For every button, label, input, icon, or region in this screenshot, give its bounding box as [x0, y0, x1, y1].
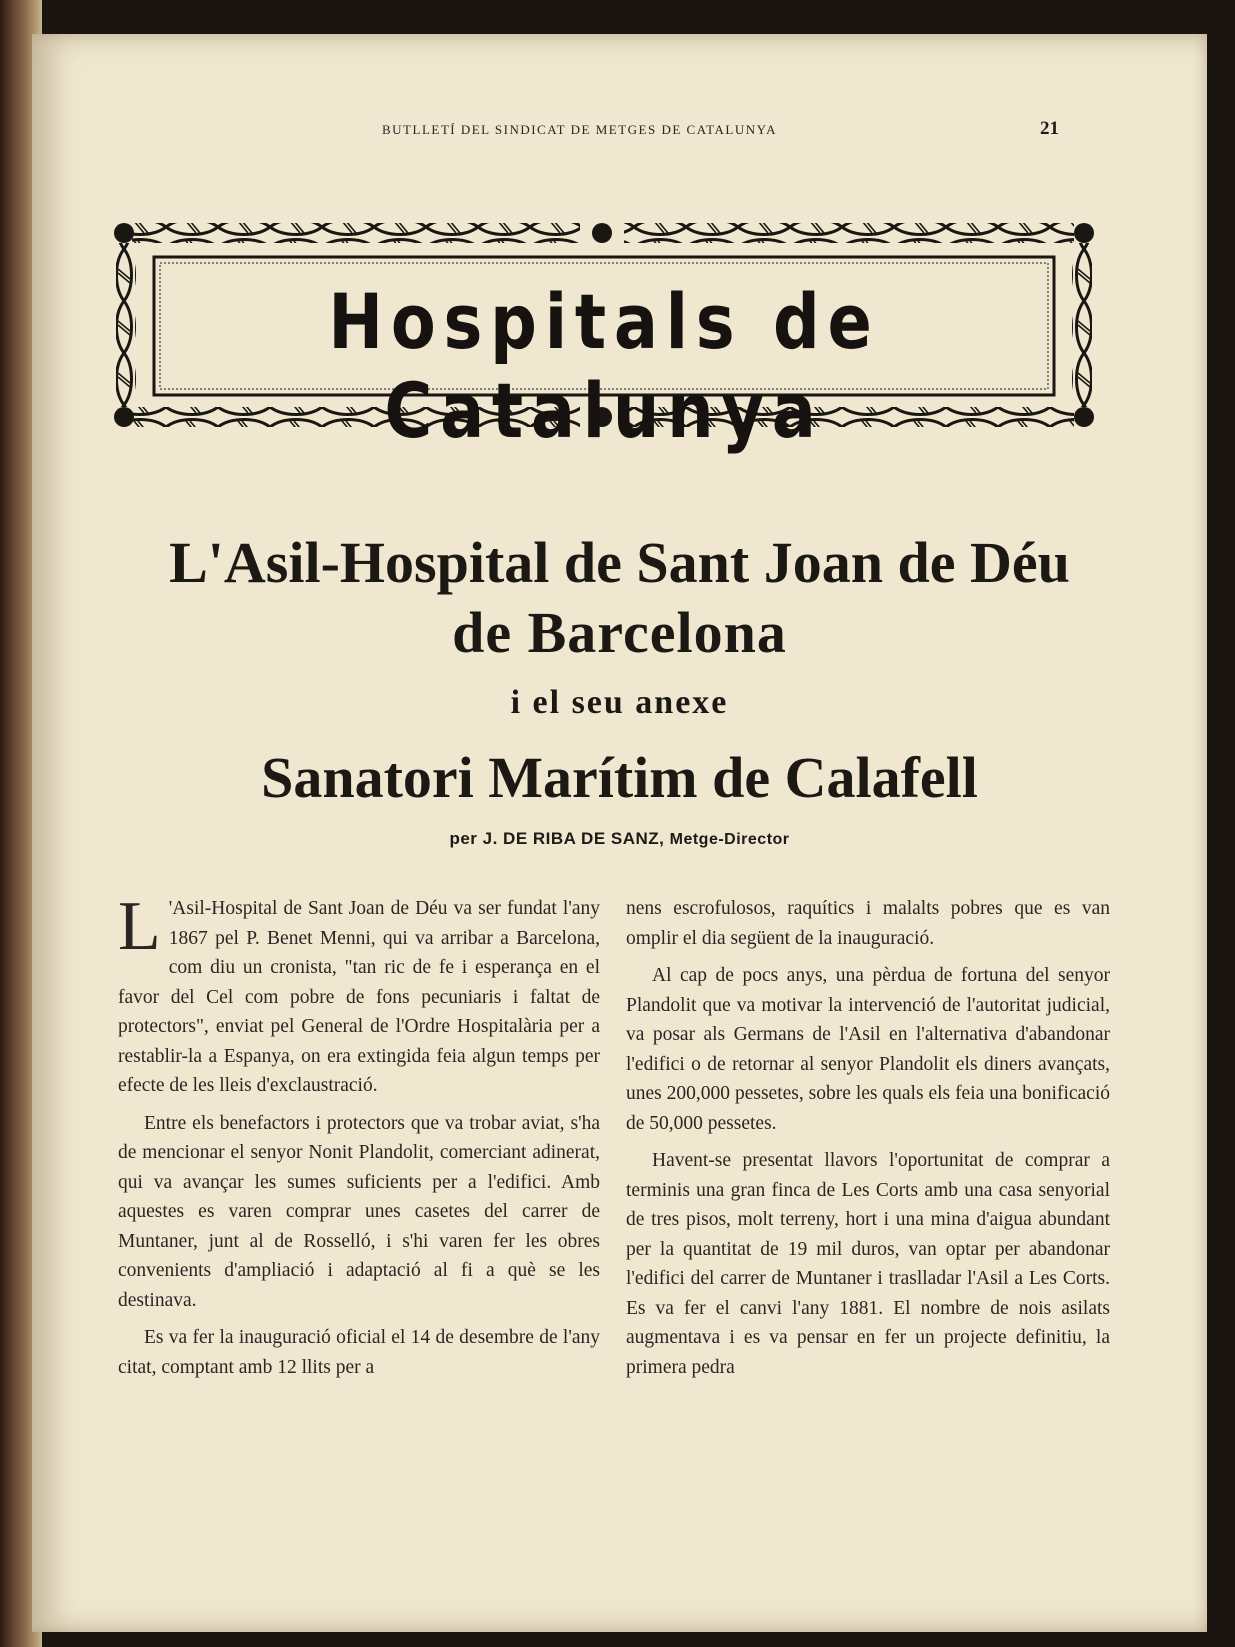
- document-page: [32, 34, 1207, 1632]
- text-column-left: [118, 888, 600, 1390]
- text-column-right: [626, 894, 1110, 1390]
- drop-cap: L: [118, 888, 161, 965]
- byline-prefix: per: [449, 829, 478, 848]
- author-role: Metge-Director: [669, 831, 790, 848]
- paragraph: nens escrofulosos, raquítics i malalts pobres que es van omplir el dia següent de la inauguració.: [626, 898, 1110, 949]
- article-title-line2: de Barcelona: [452, 600, 787, 665]
- author-name: J. DE RIBA DE SANZ,: [482, 829, 665, 848]
- byline: [32, 829, 1207, 849]
- running-head: [32, 118, 1207, 142]
- article-subtitle: i el seu anexe: [510, 684, 729, 721]
- page-number: 21: [1040, 118, 1059, 139]
- paragraph: L 'Asil-Hospital de Sant Joan de Déu va ser fundat l'any 1867 pel P. Benet Menni, qui va arribar a Barcelona, com diu un cronista, "tan ric de fe i esperança en el favor del Cel com pobre de fons pecuniaris i faltat de protectors", enviat pel General de l'Ordre Hospitalària per a restablir-la a Espanya, on era extingida feia algun temps per efecte de les lleis d'exclaustració.: [118, 888, 600, 1096]
- article-title-line1: L'Asil-Hospital de Sant Joan de Déu: [169, 530, 1070, 595]
- section-banner: [114, 197, 1094, 455]
- paragraph: Havent-se presentat llavors l'oportunitat de comprar a terminis una gran finca de Les Corts amb una casa senyorial de tres pisos, molt terreny, hort i una mina d'aigua abundant per la quantitat de 19 mil duros, van optar per abandonar l'edifici del carrer de Muntaner i traslladar l'Asil a Les Corts. Es va fer el canvi l'any 1881. El nombre de nois asilats augmentava i es va pensar en fer un projecte definitiu, la primera pedra: [626, 1150, 1110, 1378]
- article-title-2: Sanatori Marítim de Calafell: [261, 745, 978, 810]
- paragraph: Entre els benefactors i protectors que va trobar aviat, s'ha de mencionar el senyor Nonit Plandolit, comerciant adinerat, qui va avançar les sumes suficients per a l'edifici. Amb aquestes es varen comprar unes casetes del carrer de Muntaner, junt al de Rosselló, i s'hi varen fer les obres convenients d'ampliació i adaptació al fi a què se les destinava.: [118, 1112, 600, 1311]
- banner-title: Hospitals de Catalunya: [328, 277, 880, 455]
- paragraph: Al cap de pocs anys, una pèrdua de fortuna del senyor Plandolit que va motivar la intervenció de l'autoritat judicial, va posar als Germans de l'Asil en l'alternativa d'abandonar l'edifici o de retornar al senyor Plandolit els diners avançats, unes 200,000 pessetes, sobre les quals els feia una bonificació de 50,000 pessetes.: [626, 965, 1110, 1134]
- journal-title: BUTLLETÍ DEL SINDICAT DE METGES DE CATALUNYA: [382, 122, 777, 137]
- paragraph: Es va fer la inauguració oficial el 14 de desembre de l'any citat, comptant amb 12 llits per a: [118, 1327, 600, 1378]
